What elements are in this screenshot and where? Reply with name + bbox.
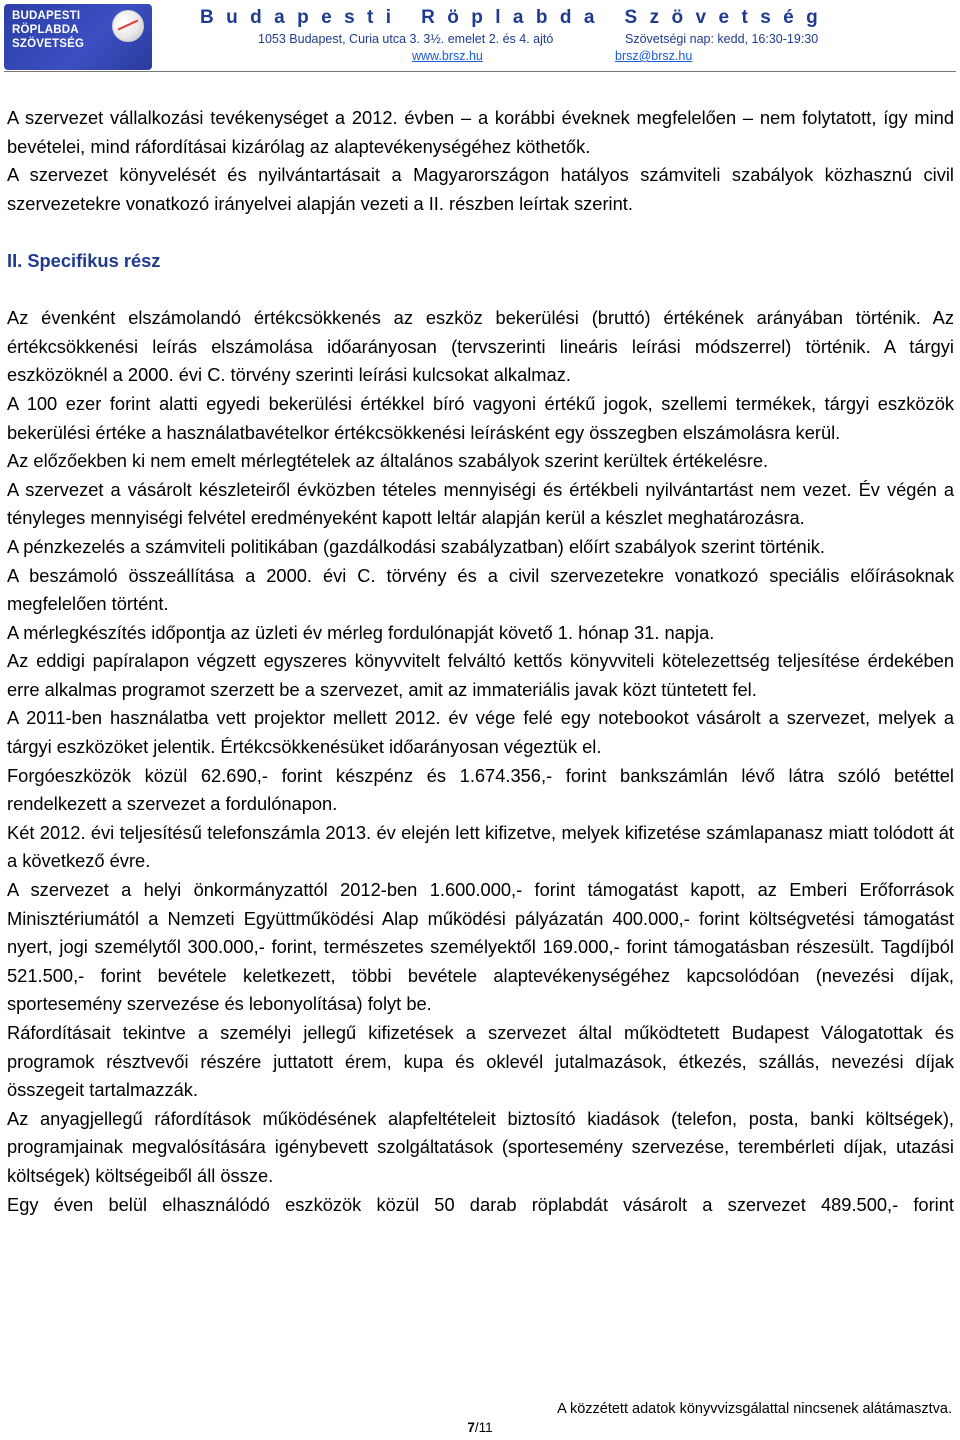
- intro-paragraph-1: A szervezet vállalkozási tevékenységet a 2012. évben – a korábbi éveknek megfelelően – nem folytatott, így mind bevételei, mind ráfordításai kizárólag az alaptevékenységéhez köthetők.: [7, 107, 954, 157]
- paragraph: A mérlegkészítés időpontja az üzleti év mérleg fordulónapját követő 1. hónap 31. napja.: [7, 621, 715, 643]
- letterhead: [0, 0, 960, 80]
- page-total: /11: [474, 1420, 493, 1435]
- email-link[interactable]: brsz@brsz.hu: [615, 49, 693, 63]
- paragraph: Ráfordításait tekintve a személyi jellegű kifizetések a szervezet által működtetett Budapest Válogatottak és programok résztvevői részére juttatott érem, kupa és oklevél jutalmazások, étkezés, szállás, nevezési díjak összegeit tartalmazzák.: [7, 1022, 954, 1101]
- paragraph: Forgóeszközök közül 62.690,- forint készpénz és 1.674.356,- forint bankszámlán lévő látra szóló betéttel rendelkezett a szervezet a fordulónapon.: [7, 764, 954, 815]
- header-divider: [4, 71, 956, 72]
- paragraph: Két 2012. évi teljesítésű telefonszámla 2013. év elején lett kifizetve, melyek kifizetése számlapanasz miatt tolódott át a következő évre.: [7, 821, 954, 872]
- document-body: [7, 104, 954, 1219]
- paragraph: Az évenként elszámolandó értékcsökkenés az eszköz bekerülési (bruttó) értékének arányában történik. Az értékcsökkenési leírás elszámolása időarányosan (tervszerinti lineáris leírási módszerrel) történik. A tárgyi eszközöknél a 2000. évi C. törvény szerinti leírási kulcsokat alkalmaz.: [7, 307, 954, 386]
- address-text: 1053 Budapest, Curia utca 3. 3½. emelet 2. és 4. ajtó: [258, 32, 554, 46]
- disclaimer-note: A közzétett adatok könyvvizsgálattal nincsenek alátámasztva.: [557, 1401, 952, 1417]
- paragraph: A szervezet a vásárolt készleteiről évközben tételes mennyiségi és értékbeli nyilvántartást nem vezet. Év végén a tényleges mennyiségi felvétel eredményeként kapott leltár alapján kerül a készlet meghatározásra.: [7, 478, 954, 529]
- paragraph: A 100 ezer forint alatti egyedi bekerülési értékkel bíró vagyoni értékű jogok, szellemi termékek, tárgyi eszközök bekerülési értéke a használatbavételkor értékcsökkenési leírásként egy összegben elszámolásra kerül.: [7, 392, 954, 443]
- logo-wordmark: [12, 9, 104, 51]
- intro-paragraph-2: A szervezet könyvelését és nyilvántartásait a Magyarországon hatályos számviteli szabályok közhasznú civil szervezetekre vonatkozó irányelvei alapján vezeti a II. részben leírtak szerint.: [7, 164, 954, 214]
- website-link[interactable]: www.brsz.hu: [412, 49, 483, 63]
- paragraph: Az anyagjellegű ráfordítások működésének alapfeltételeit biztosító kiadások (telefon, posta, banki költségek), programjainak megvalósítására igénybevett szolgáltatások (sportesemény szervezése, terembérleti díjak, utazási költségek) költségeiből áll össze.: [7, 1107, 954, 1186]
- paragraph: A beszámoló összeállítása a 2000. évi C. törvény és a civil szervezetekre vonatkozó speciális előírásoknak megfelelően történt.: [7, 564, 954, 615]
- paragraph: A szervezet a helyi önkormányzattól 2012-ben 1.600.000,- forint támogatást kapott, az Emberi Erőforrások Minisztériumától a Nemzeti Együttműködési Alap működési pályázatán 400.000,- forint költségvetési támogatást nyert, jogi személytől 300.000,- forint, természetes személyektől 169.000,- forint támogatásban részesült. Tagdíjból 521.500,- forint bevétele keletkezett, többi bevétele alaptevékenységéhez kapcsolódóan (nevezési díjak, sportesemény szervezése és lebonyolítása) folyt be.: [7, 879, 954, 1015]
- page-current: 7: [467, 1420, 475, 1435]
- paragraph: Az előzőekben ki nem emelt mérlegtételek az általános szabályok szerint kerültek értékelésre.: [7, 450, 769, 472]
- logo-line-2: RÖPLABDA: [12, 24, 79, 36]
- organization-name: Budapesti Röplabda Szövetség: [200, 7, 831, 28]
- paragraph-continued: Egy éven belül elhasználódó eszközök közül 50 darab röplabdát vásárolt a szervezet 489.500,- forint: [7, 1193, 954, 1215]
- volleyball-icon: [112, 10, 144, 42]
- section-heading: II. Specifikus rész: [7, 249, 161, 271]
- paragraph: A 2011-ben használatba vett projektor mellett 2012. év vége felé egy notebookot vásárolt a szervezet, melyek a tárgyi eszközöket jelentik. Értékcsökkenésüket időarányosan végeztük el.: [7, 707, 954, 758]
- office-hours-text: Szövetségi nap: kedd, 16:30-19:30: [625, 32, 819, 46]
- paragraph: A pénzkezelés a számviteli politikában (gazdálkodási szabályzatban) előírt szabályok szerint történik.: [7, 535, 825, 557]
- logo-line-3: SZÖVETSÉG: [12, 38, 85, 50]
- page-number: [440, 1420, 520, 1436]
- paragraph: Az eddigi papíralapon végzett egyszeres könyvvitelt felváltó kettős könyvviteli kötelezettség teljesítése érdekében erre alkalmas programot szerzett be a szervezet, amit az immateriális javak közt tüntetett fel.: [7, 650, 954, 700]
- federation-logo: [4, 4, 152, 70]
- logo-line-1: BUDAPESTI: [12, 10, 81, 22]
